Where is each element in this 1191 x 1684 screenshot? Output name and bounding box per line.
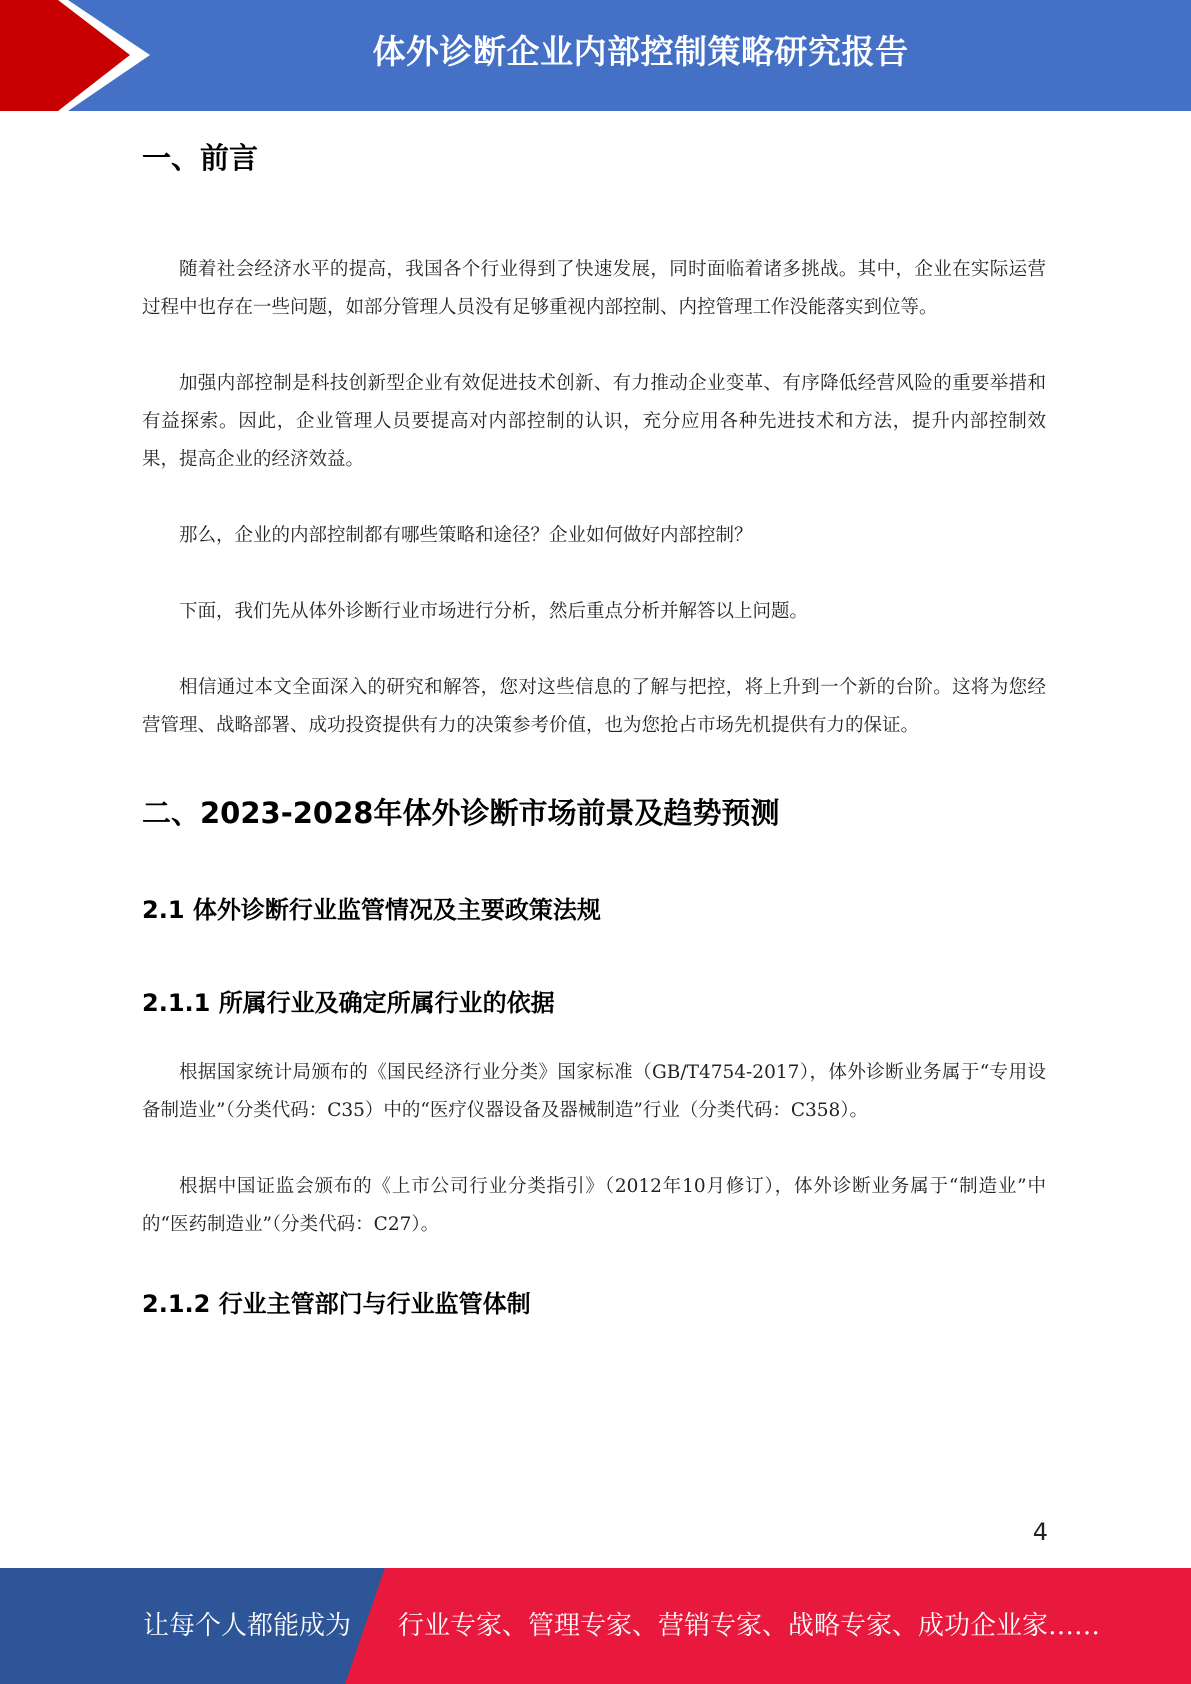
page-header [0,0,1191,111]
intro-paragraph-2: 加强内部控制是科技创新型企业有效促进技术创新、有力推动企业变革、有序降低经营风险的重要举措和有益探索。因此，企业管理人员要提高对内部控制的认识，充分应用各种先进技术和方法，提升内部控制效果，提高企业的经济效益。 [142,373,1046,470]
intro-paragraph-1: 随着社会经济水平的提高，我国各个行业得到了快速发展，同时面临着诸多挑战。其中，企业在实际运营过程中也存在一些问题，如部分管理人员没有足够重视内部控制、内控管理工作没能落实到位等。 [142,259,1046,318]
subsection-heading-2-1-2: 2.1.2 行业主管部门与行业监管体制 [142,1290,531,1318]
intro-paragraph-3: 那么，企业的内部控制都有哪些策略和途径？企业如何做好内部控制？ [179,525,753,546]
intro-paragraph-4: 下面，我们先从体外诊断行业市场进行分析，然后重点分析并解答以上问题。 [179,601,809,622]
footer-slogan-right: 行业专家、管理专家、营销专家、战略专家、成功企业家…… [398,1611,1101,1641]
header-chevron-icon [0,0,150,111]
subsection-heading-2-1: 2.1 体外诊断行业监管情况及主要政策法规 [142,896,601,924]
page-footer [0,1568,1191,1684]
subsection-heading-2-1-1: 2.1.1 所属行业及确定所属行业的依据 [142,989,555,1017]
page-number: 4 [1032,1518,1048,1546]
intro-paragraph-5: 相信通过本文全面深入的研究和解答，您对这些信息的了解与把控，将上升到一个新的台阶。这将为您经营管理、战略部署、成功投资提供有力的决策参考价值，也为您抢占市场先机提供有力的保证。 [142,677,1046,736]
document-body [142,136,1046,1319]
section-heading-market: 二、2023-2028年体外诊断市场前景及趋势预测 [142,796,780,830]
classification-paragraph-2: 根据中国证监会颁布的《上市公司行业分类指引》（2012年10月修订），体外诊断业务属于“制造业”中的“医药制造业”（分类代码：C27）。 [142,1176,1046,1235]
section-heading-intro: 一、前言 [142,141,259,175]
footer-slogan-left: 让每个人都能成为 [143,1611,352,1641]
classification-paragraph-1: 根据国家统计局颁布的《国民经济行业分类》国家标准（GB/T4754-2017），体外诊断业务属于“专用设备制造业”（分类代码：C35）中的“医疗仪器设备及器械制造”行业（分类代码：C358）。 [142,1062,1046,1121]
report-title: 体外诊断企业内部控制策略研究报告 [372,32,909,71]
